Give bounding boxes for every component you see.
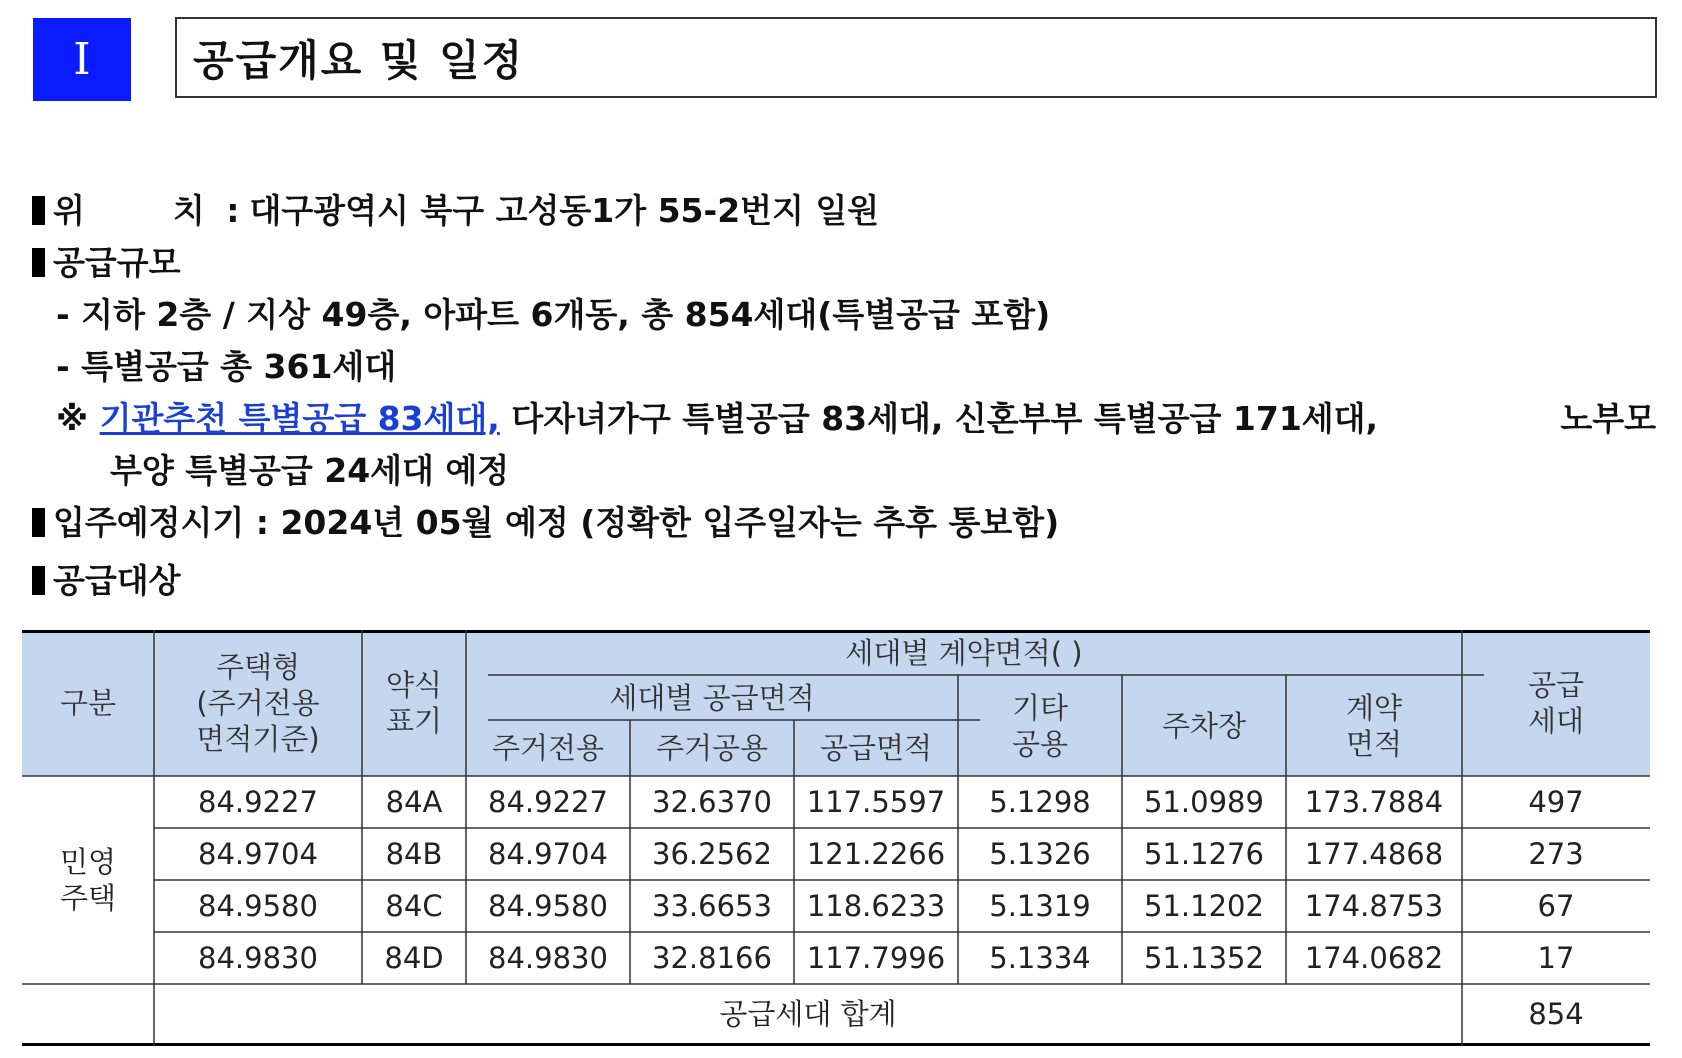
header-supply-area-group: 세대별 공급면적 <box>609 680 815 715</box>
cell-abbr: 84C <box>385 889 443 923</box>
cell-contract: 174.8753 <box>1304 889 1444 923</box>
total-value: 854 <box>1528 997 1584 1031</box>
cell-households: 497 <box>1528 785 1584 819</box>
target-heading <box>32 560 181 602</box>
bullet-icon <box>32 508 45 537</box>
cell-contract: 177.4868 <box>1304 837 1444 871</box>
cell-common: 32.6370 <box>652 785 772 819</box>
cell-type: 84.9580 <box>198 889 318 923</box>
cell-abbr: 84A <box>385 785 443 819</box>
cell-parking: 51.1352 <box>1144 941 1264 975</box>
cell-exclusive: 84.9830 <box>488 941 608 975</box>
cell-parking: 51.1202 <box>1144 889 1264 923</box>
cell-other: 5.1326 <box>989 837 1091 871</box>
cell-common: 32.8166 <box>652 941 772 975</box>
header-exclusive: 주거전용 <box>491 731 605 765</box>
header-housing-type-line2: (주거전용 <box>196 686 320 720</box>
note-end: 노부모 <box>1560 399 1656 438</box>
cell-households: 17 <box>1537 941 1575 975</box>
category-line1: 민영 <box>59 845 117 879</box>
section-title <box>175 17 1657 98</box>
cell-supply: 117.5597 <box>806 785 946 819</box>
section-number-badge: I <box>33 18 131 101</box>
bullet-icon <box>32 248 45 277</box>
cell-abbr: 84B <box>385 837 443 871</box>
cell-supply: 117.7996 <box>806 941 946 975</box>
note-line-2: 부양 특별공급 24세대 예정 <box>110 451 510 490</box>
location-line <box>32 190 879 232</box>
header-category: 구분 <box>59 686 117 720</box>
category-cell <box>22 776 154 984</box>
header-supply: 공급면적 <box>819 731 933 765</box>
note-mark: ※ <box>56 399 89 438</box>
cell-type: 84.9704 <box>198 837 318 871</box>
header-contract <box>1286 675 1462 776</box>
location-sep: : <box>226 191 240 230</box>
scale-line-1: - 지하 2층 / 지상 49층, 아파트 6개동, 총 854세대(특별공급 포함) <box>56 295 1051 334</box>
cell-common: 36.2562 <box>652 837 772 871</box>
cell-exclusive: 84.9227 <box>488 785 608 819</box>
note-rest: 다자녀가구 특별공급 83세대, 신혼부부 특별공급 171세대, <box>511 399 1379 438</box>
cell-supply: 118.6233 <box>806 889 946 923</box>
header-households <box>1462 630 1650 776</box>
cell-other: 5.1298 <box>989 785 1091 819</box>
cell-common: 33.6653 <box>652 889 772 923</box>
location-label: 위 <box>53 191 85 230</box>
total-label: 공급세대 합계 <box>719 997 897 1031</box>
cell-parking: 51.0989 <box>1144 785 1264 819</box>
header-abbr-line2: 표기 <box>385 704 443 738</box>
note-link[interactable]: 기관추천 특별공급 83세대, <box>99 399 500 438</box>
cell-households: 67 <box>1537 889 1575 923</box>
cell-type: 84.9830 <box>198 941 318 975</box>
header-contract-line1: 계약 <box>1345 690 1403 725</box>
cell-exclusive: 84.9580 <box>488 889 608 923</box>
bullet-icon <box>32 566 45 595</box>
cell-contract: 174.0682 <box>1304 941 1444 975</box>
header-housing-type <box>154 630 362 776</box>
target-label: 공급대상 <box>53 561 181 600</box>
cell-type: 84.9227 <box>198 785 318 819</box>
header-households-line1: 공급 <box>1527 668 1585 702</box>
header-other-line2: 공용 <box>1011 726 1069 761</box>
header-contract-line2: 면적 <box>1345 726 1403 761</box>
cell-contract: 173.7884 <box>1304 785 1444 819</box>
location-value: 대구광역시 북구 고성동1가 55-2번지 일원 <box>249 191 880 230</box>
cell-households: 273 <box>1528 837 1584 871</box>
header-contract-area-group: 세대별 계약면적( ) <box>845 635 1083 670</box>
header-parking: 주차장 <box>1161 708 1247 743</box>
header-other <box>958 675 1122 776</box>
header-other-line1: 기타 <box>1011 690 1069 725</box>
header-housing-type-line1: 주택형 <box>215 650 301 684</box>
category-line2: 주택 <box>59 881 117 915</box>
cell-exclusive: 84.9704 <box>488 837 608 871</box>
cell-abbr: 84D <box>384 941 444 975</box>
cell-supply: 121.2266 <box>806 837 946 871</box>
cell-other: 5.1334 <box>989 941 1091 975</box>
header-common: 주거공용 <box>655 731 769 765</box>
move-in-line <box>32 502 1059 544</box>
location-label-2: 치 <box>172 191 205 230</box>
note-line <box>56 398 1656 440</box>
bullet-icon <box>32 196 45 225</box>
cell-parking: 51.1276 <box>1144 837 1264 871</box>
header-households-line2: 세대 <box>1527 704 1585 738</box>
header-abbr <box>362 630 466 776</box>
scale-line-2: - 특별공급 총 361세대 <box>56 347 397 386</box>
header-housing-type-line3: 면적기준) <box>196 722 320 756</box>
header-abbr-line1: 약식 <box>385 668 443 702</box>
section-title-text: 공급개요 및 일정 <box>193 35 525 85</box>
move-in-text: 입주예정시기 : 2024년 05월 예정 (정확한 입주일자는 추후 통보함) <box>53 503 1060 542</box>
cell-other: 5.1319 <box>989 889 1091 923</box>
scale-label: 공급규모 <box>53 243 181 282</box>
supply-table <box>22 630 1650 1046</box>
scale-heading <box>32 242 181 284</box>
